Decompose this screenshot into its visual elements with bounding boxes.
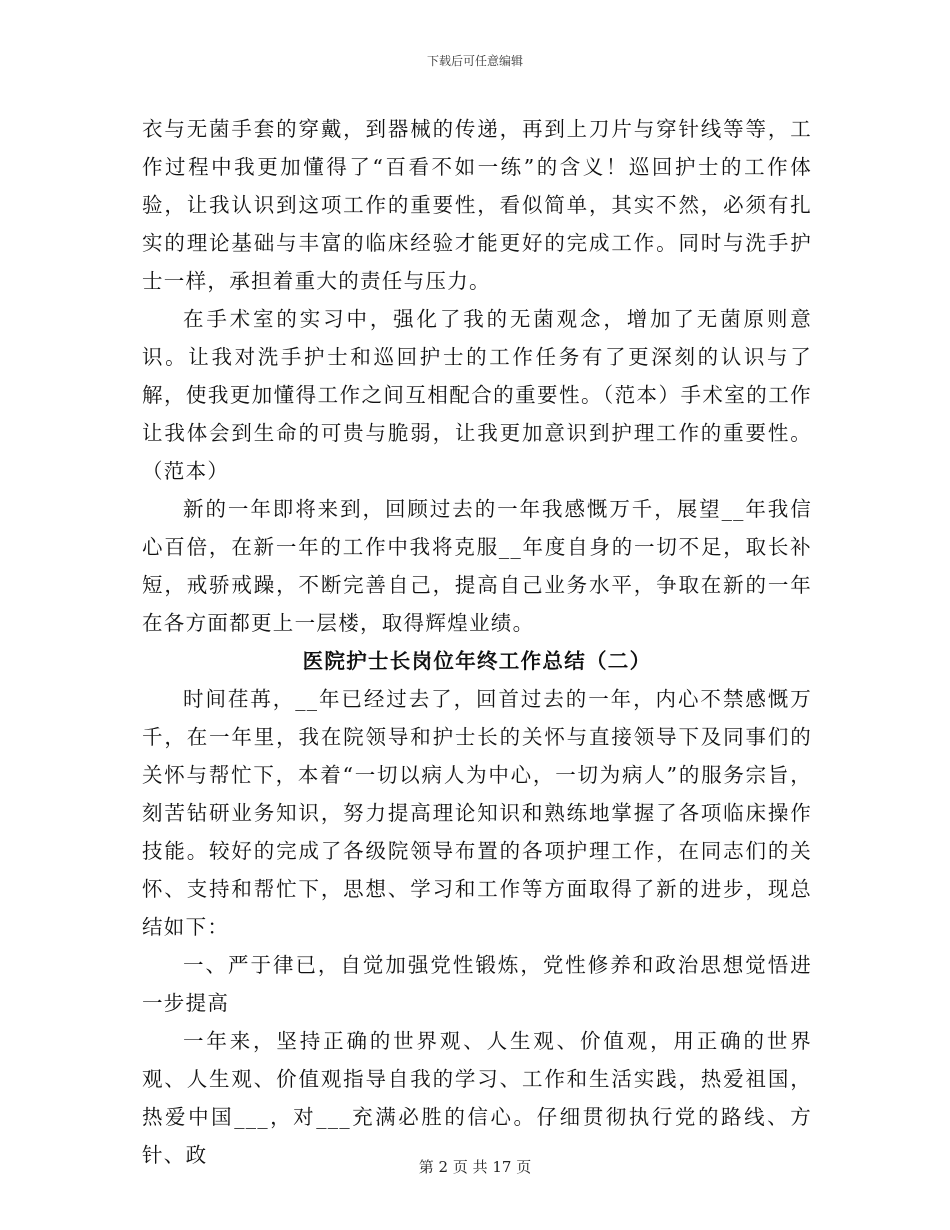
section-title: 医院护士长岗位年终工作总结（二） bbox=[302, 649, 652, 673]
paragraph-1: 衣与无菌手套的穿戴，到器械的传递，再到上刀片与穿针线等等，工作过程中我更加懂得了“百看不如一练”的含义！巡回护士的工作体验，让我认识到这项工作的重要性，看似简单，其实不然，必须有扎实的理论基础与丰富的临床经验才能更好的完成工作。同时与洗手护士一样，承担着重大的责任与压力。 bbox=[142, 117, 812, 293]
page-header: 下载后可任意编辑 bbox=[426, 54, 523, 68]
paragraph-5: 一年来，坚持正确的世界观、人生观、价值观，用正确的世界观、人生观、价值观指导自我的学习、工作和生活实践，热爱祖国，热爱中国___，对___充满必胜的信心。仔细贯彻执行党的路线、方针、政 bbox=[142, 1029, 812, 1167]
document-body bbox=[142, 110, 812, 1174]
page-number: 第 2 页 共 17 页 bbox=[418, 1158, 532, 1176]
section-heading-1: 一、严于律已，自觉加强党性锻炼，党性修养和政治思想觉悟进一步提高 bbox=[142, 953, 812, 1015]
paragraph-2: 在手术室的实习中，强化了我的无菌观念，增加了无菌原则意识。让我对洗手护士和巡回护士的工作任务有了更深刻的认识与了解，使我更加懂得工作之间互相配合的重要性。（范本）手术室的工作让我体会到生命的可贵与脆弱，让我更加意识到护理工作的重要性。（范本） bbox=[142, 307, 812, 483]
paragraph-3: 新的一年即将来到，回顾过去的一年我感慨万千，展望__年我信心百倍，在新一年的工作中我将克服__年度自身的一切不足，取长补短，戒骄戒躁，不断完善自己，提高自己业务水平，争取在新的一年在各方面都更上一层楼，取得辉煌业绩。 bbox=[142, 497, 812, 635]
paragraph-4: 时间荏苒，__年已经过去了，回首过去的一年，内心不禁感慨万千，在一年里，我在院领导和护士长的关怀与直接领导下及同事们的关怀与帮忙下，本着“一切以病人为中心，一切为病人”的服务宗旨，刻苦钻研业务知识，努力提高理论知识和熟练地掌握了各项临床操作技能。较好的完成了各级院领导布置的各项护理工作，在同志们的关怀、支持和帮忙下，思想、学习和工作等方面取得了新的进步，现总结如下： bbox=[142, 687, 812, 939]
